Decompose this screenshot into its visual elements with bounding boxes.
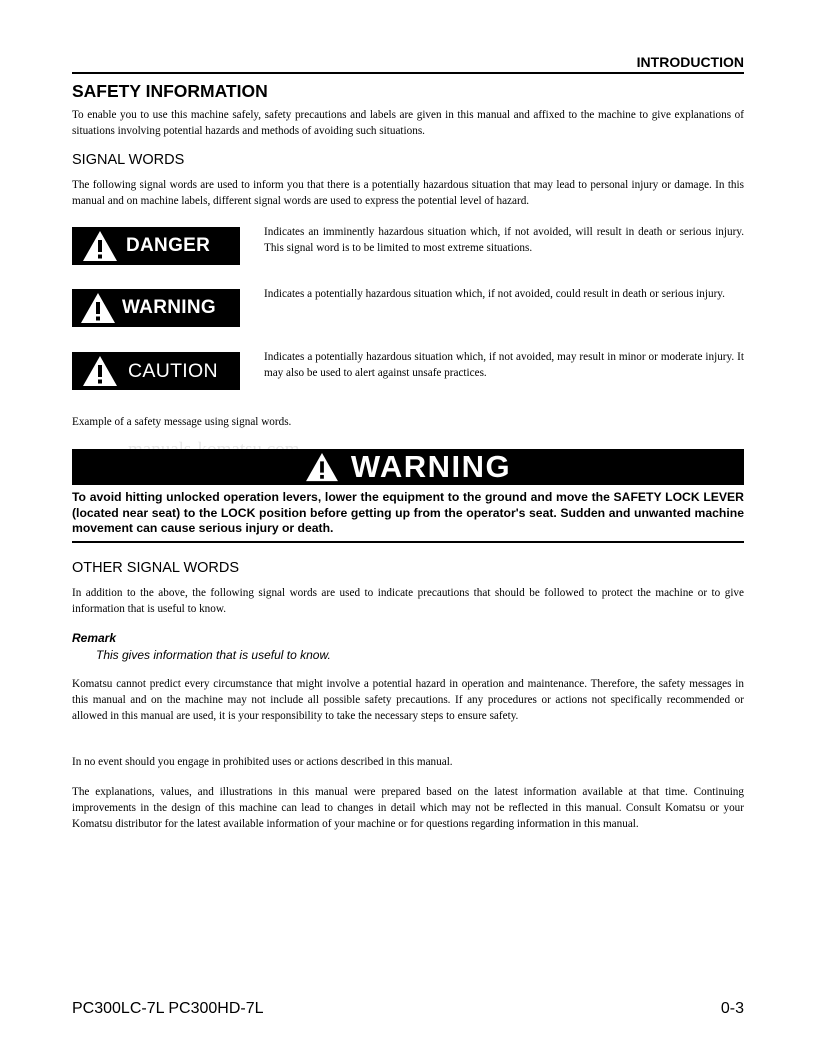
signal-words-heading: SIGNAL WORDS [72, 152, 185, 168]
header-divider [72, 72, 744, 74]
example-warning-label: WARNING [350, 449, 512, 484]
paragraph-disclaimer: Komatsu cannot predict every circumstance that might involve a potential hazard in operation and maintenance. Therefore, the safety messages in this manual and on the machine may not include all possible safety precautions. If any procedures or actions not specifically recommended or allowed in this manual are used, it is your responsibility to take the necessary steps to ensure safety. [72, 678, 744, 722]
example-caption: Example of a safety message using signal words. [72, 416, 292, 428]
caution-label: CAUTION [128, 359, 218, 382]
warning-label: WARNING [122, 297, 216, 318]
warning-definition: Indicates a potentially hazardous situation which, if not avoided, could result in death or serious injury. [264, 288, 725, 300]
signal-words-intro: The following signal words are used to inform you that there is a potentially hazardous situation that may lead to personal injury or damage. In this manual and on machine labels, different signal words are used to express the potential level of hazard. [72, 179, 744, 207]
example-warning-text: To avoid hitting unlocked operation levers, lower the equipment to the ground and move the SAFETY LOCK LEVER (located near seat) to the LOCK position before getting up from the operator's seat. Sudden and unwanted machine movement can cause serious injury or death. [72, 490, 744, 535]
warning-triangle-icon [305, 452, 339, 482]
warning-triangle-icon [82, 355, 118, 387]
footer-page-number: 0-3 [720, 1000, 744, 1017]
section-label: INTRODUCTION [636, 54, 744, 70]
warning-badge [72, 289, 240, 327]
danger-label: DANGER [126, 235, 211, 256]
example-warning-bar [72, 449, 744, 485]
danger-badge [72, 227, 240, 265]
remark-text: This gives information that is useful to know. [96, 648, 331, 662]
footer-model: PC300LC-7L PC300HD-7L [72, 1000, 264, 1017]
safety-intro: To enable you to use this machine safely, safety precautions and labels are given in this manual and affixed to the machine to give explanations of situations involving potential hazards and methods of avoiding such situations. [72, 109, 744, 137]
page-title: SAFETY INFORMATION [72, 81, 268, 101]
danger-definition: Indicates an imminently hazardous situation which, if not avoided, will result in death or serious injury. This signal word is to be limited to most extreme situations. [264, 226, 744, 254]
caution-definition: Indicates a potentially hazardous situation which, if not avoided, may result in minor or moderate injury. It may also be used to alert against unsafe practices. [264, 351, 744, 379]
other-signal-words-intro: In addition to the above, the following signal words are used to indicate precautions that should be followed to protect the machine or to give information that is useful to know. [72, 587, 744, 615]
paragraph-prohibited-uses: In no event should you engage in prohibited uses or actions described in this manual. [72, 756, 453, 768]
remark-title: Remark [72, 631, 117, 645]
warning-triangle-icon [80, 292, 116, 324]
other-signal-words-heading: OTHER SIGNAL WORDS [72, 560, 240, 576]
paragraph-latest-information: The explanations, values, and illustrations in this manual were prepared based on the latest information available at that time. Continuing improvements in the design of this machine can lead to changes in detail which may not be reflected in this manual. Consult Komatsu or your Komatsu distributor for the latest available information of your machine or for questions regarding information in this manual. [72, 786, 744, 830]
example-warning-divider [72, 541, 744, 543]
warning-triangle-icon [82, 230, 118, 262]
caution-badge [72, 352, 240, 390]
